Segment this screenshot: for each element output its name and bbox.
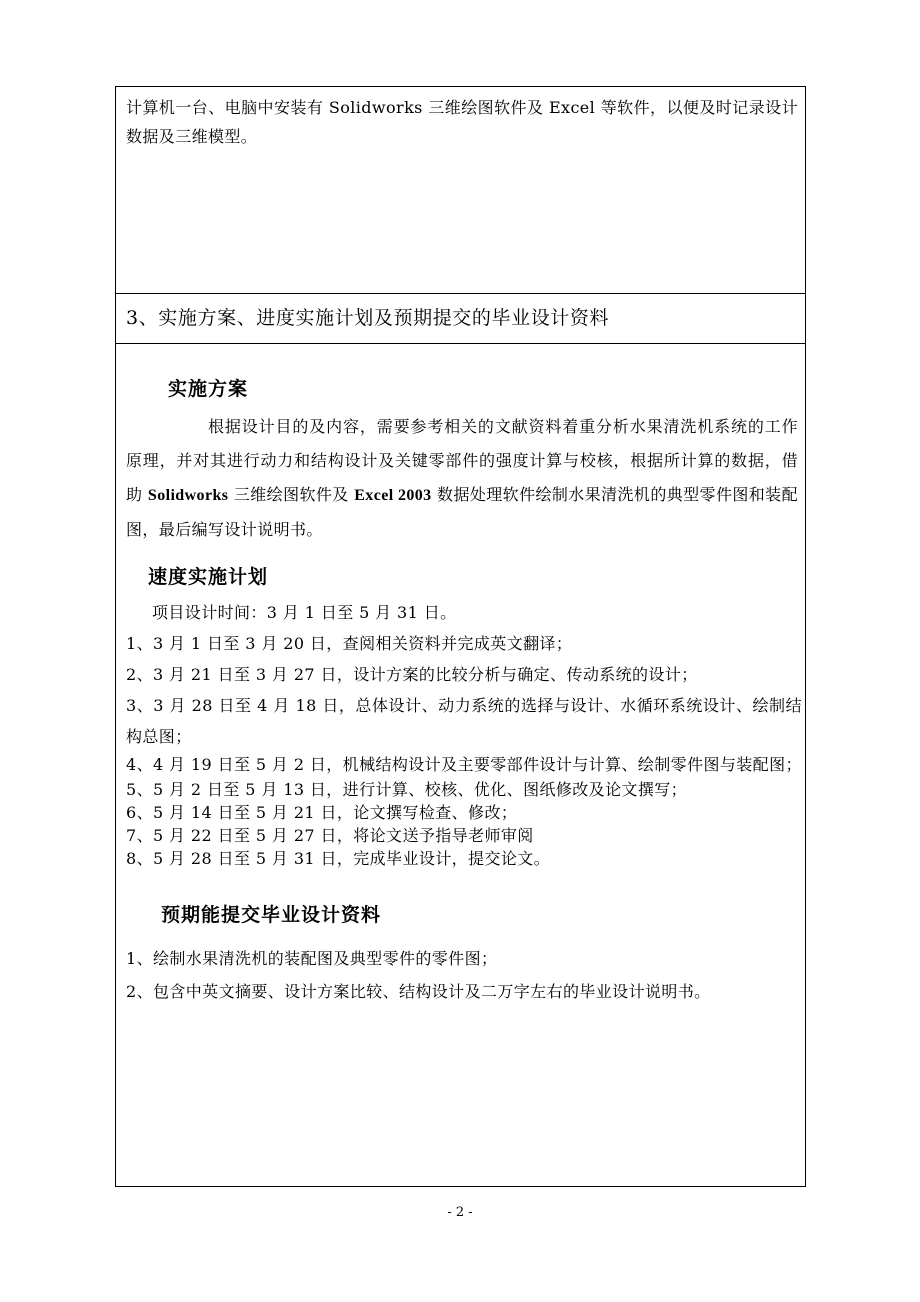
section-title: 3、实施方案、进度实施计划及预期提交的毕业设计资料: [126, 307, 610, 329]
submit-item: 1、绘制水果清洗机的装配图及典型零件的零件图；: [126, 949, 498, 968]
plan-text-3: 数据处理软件绘制水果清洗机的典型零件图和装配图，最后编写设计说明书。: [126, 485, 798, 539]
submit-list: [126, 942, 802, 1008]
section-title-cell: [115, 293, 806, 344]
schedule-item: 4、4 月 19 日至 5 月 2 日，机械结构设计及主要零部件设计与计算、绘制零件图与装配图；: [126, 755, 802, 774]
schedule-list: [126, 597, 802, 870]
schedule-item: 7、5 月 22 日至 5 月 27 日，将论文送予指导老师审阅: [126, 826, 534, 845]
schedule-item: 8、5 月 28 日至 5 月 31 日，完成毕业设计，提交论文。: [126, 849, 551, 868]
schedule-item: 2、3 月 21 日至 3 月 27 日，设计方案的比较分析与确定、传动系统的设计；: [126, 665, 698, 684]
plan-text-2: 三维绘图软件及: [228, 485, 355, 504]
plan-text-1: 根据设计目的及内容，需要参考相关的文献资料着重分析水果清洗机系统的工作原理，并对其进行动力和结构设计及关键零部件的强度计算与校核，根据所计算的数据，借助: [126, 417, 798, 504]
schedule-item: 6、5 月 14 日至 5 月 21 日，论文撰写检查、修改；: [126, 803, 518, 822]
submit-item: 2、包含中英文摘要、设计方案比较、结构设计及二万字左右的毕业设计说明书。: [126, 982, 711, 1001]
schedule-heading: 速度实施计划: [148, 566, 269, 588]
submit-heading: 预期能提交毕业设计资料: [161, 904, 382, 926]
schedule-item: 项目设计时间：3 月 1 日至 5 月 31 日。: [152, 603, 457, 622]
content-cell: [115, 343, 806, 1187]
plan-bold-solidworks: Solidworks: [147, 487, 229, 504]
schedule-item: 3、3 月 28 日至 4 月 18 日，总体设计、动力系统的选择与设计、水循环系统设计、绘制结构总图；: [126, 696, 802, 746]
equipment-cell: [115, 86, 806, 294]
schedule-item: 1、3 月 1 日至 3 月 20 日，查阅相关资料并完成英文翻译；: [126, 634, 573, 653]
schedule-item: 5、5 月 2 日至 5 月 13 日，进行计算、校核、优化、图纸修改及论文撰写；: [126, 780, 688, 799]
plan-heading: 实施方案: [168, 378, 249, 400]
page-number: - 2 -: [447, 1205, 473, 1220]
equipment-text: 计算机一台、电脑中安装有 Solidworks 三维绘图软件及 Excel 等软件，以便及时记录设计数据及三维模型。: [126, 98, 798, 146]
plan-bold-excel: Excel 2003: [354, 487, 432, 504]
plan-paragraph: [126, 410, 798, 547]
